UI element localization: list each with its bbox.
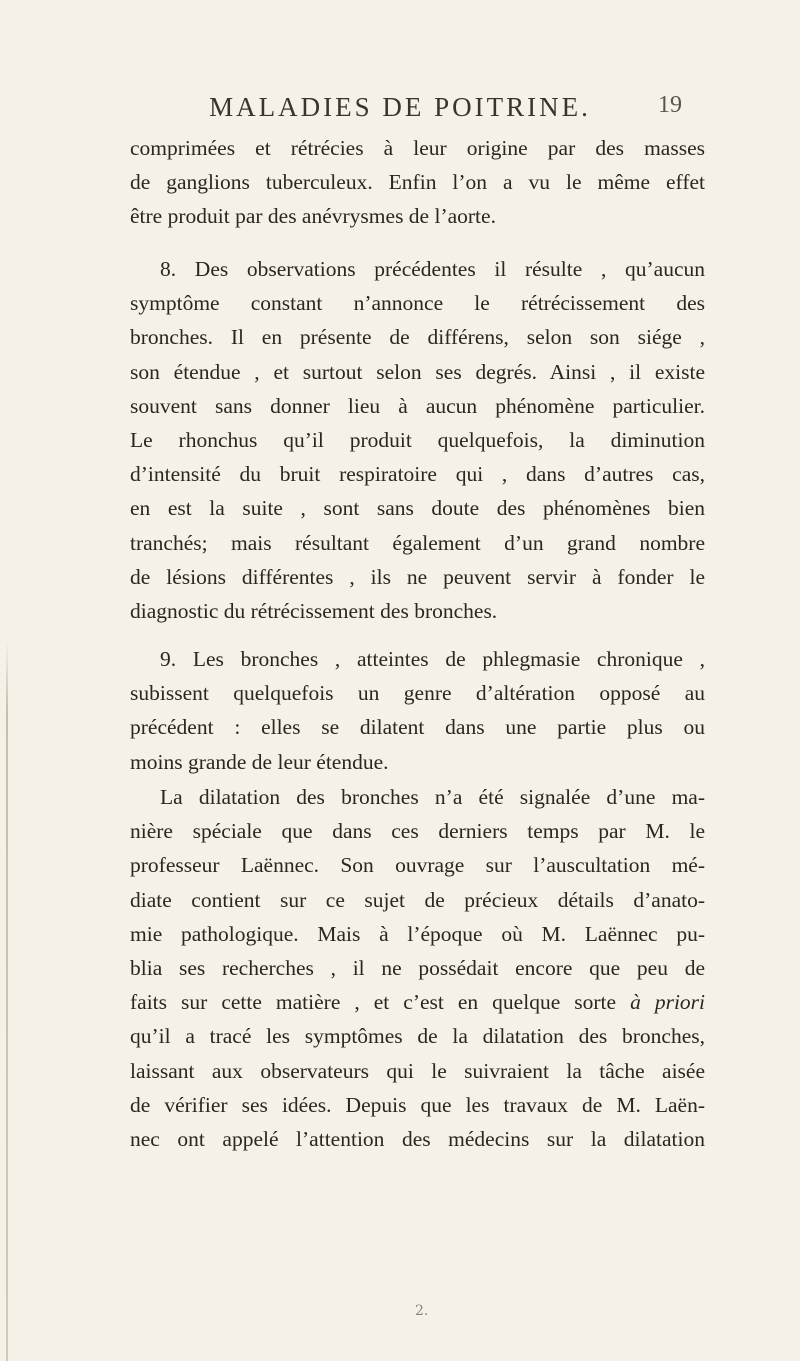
paragraph-section-9 <box>130 642 705 779</box>
text-line: mie pathologique. Mais à l’époque où M. Laënnec pu- <box>130 921 705 946</box>
text-line-with-italic <box>130 985 705 1019</box>
text-line: Le rhonchus qu’il produit quelquefois, la diminution <box>130 428 705 453</box>
text-line: diagnostic du rétrécissement des bronches. <box>130 599 498 624</box>
paragraph-section-8 <box>130 252 705 628</box>
page-edge-shadow <box>6 640 8 1361</box>
text-line: de lésions différentes , ils ne peuvent servir à fonder le <box>130 564 705 589</box>
text-line: précédent : elles se dilatent dans une partie plus ou <box>130 715 705 740</box>
text-line: de ganglions tuberculeux. Enfin l’on a vu le même effet <box>130 170 705 195</box>
text-line: d’intensité du bruit respiratoire qui , dans d’autres cas, <box>130 462 705 487</box>
text-line: être produit par des anévrysmes de l’aorte. <box>130 204 496 229</box>
text-line: comprimées et rétrécies à leur origine par des masses <box>130 136 705 160</box>
text-line: souvent sans donner lieu à aucun phénomène particulier. <box>130 393 705 418</box>
text-line: 8. Des observations précédentes il résulte , qu’aucun <box>160 257 705 281</box>
text-line: en est la suite , sont sans doute des phénomènes bien <box>130 496 705 521</box>
signature-mark: 2. <box>415 1303 429 1319</box>
text-line: nière spéciale que dans ces derniers temps par M. le <box>130 819 705 844</box>
text-line: subissent quelquefois un genre d’altération opposé au <box>130 681 705 706</box>
text-line: son étendue , et surtout selon ses degrés. Ainsi , il existe <box>130 359 705 384</box>
page-number: 19 <box>658 92 682 118</box>
text-line: 9. Les bronches , atteintes de phlegmasie chronique , <box>160 647 705 671</box>
text-line: blia ses recherches , il ne possédait encore que peu de <box>130 956 705 981</box>
text-line: laissant aux observateurs qui le suivraient la tâche aisée <box>130 1058 705 1083</box>
text-line: qu’il a tracé les symptômes de la dilatation des bronches, <box>130 1024 705 1049</box>
text-line: La dilatation des bronches n’a été signalée d’une ma- <box>160 785 705 809</box>
text-line: diate contient sur ce sujet de précieux détails d’anato- <box>130 887 705 912</box>
text-line: symptôme constant n’annonce le rétrécissement des <box>130 291 705 316</box>
text-line: bronches. Il en présente de différens, selon son siége , <box>130 325 705 350</box>
paragraph-dilatation <box>130 780 705 1156</box>
text-line: de vérifier ses idées. Depuis que les travaux de M. Laën- <box>130 1092 705 1117</box>
text-line: tranchés; mais résultant également d’un grand nombre <box>130 530 705 555</box>
italic-phrase: à priori <box>630 990 706 1015</box>
text-line: moins grande de leur étendue. <box>130 749 389 774</box>
text-line: professeur Laënnec. Son ouvrage sur l’auscultation mé- <box>130 853 705 878</box>
paragraph-continuation <box>130 131 705 234</box>
text-line: nec ont appelé l’attention des médecins sur la dilatation <box>130 1127 705 1152</box>
running-title: MALADIES DE POITRINE. <box>209 92 591 122</box>
text-fragment: faits sur cette matière , et c’est en quelque sorte <box>130 990 617 1015</box>
